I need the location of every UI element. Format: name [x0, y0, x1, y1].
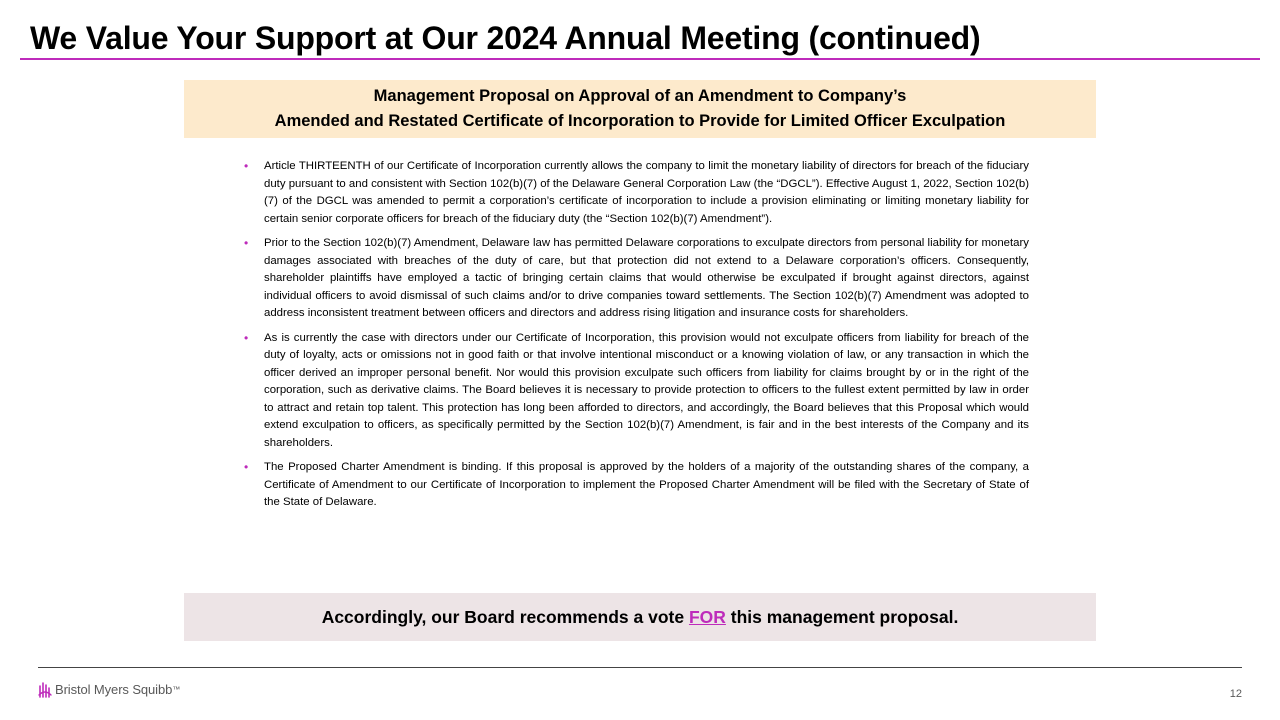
bullet-icon: • [244, 159, 249, 173]
bullet-icon: • [244, 460, 249, 474]
list-item [244, 158, 1029, 228]
proposal-header-line-2: Amended and Restated Certificate of Incorporation to Provide for Limited Officer Exculpation [274, 112, 1006, 130]
list-item [244, 330, 1029, 453]
bullet-list [244, 158, 1029, 519]
bullet-text: The Proposed Charter Amendment is binding. If this proposal is approved by the holders of a majority of the outstanding shares of the company, a Certificate of Amendment to our Certificate of Incorporation to implement the Proposed Charter Amendment will be filed with the Secretary of State of the State of Delaware. [264, 461, 1029, 508]
bullet-icon: • [244, 236, 249, 250]
trademark-symbol: ™ [172, 684, 181, 694]
company-logo [38, 679, 180, 699]
recommendation-box [184, 593, 1096, 641]
recommendation-text-after: this management proposal. [725, 607, 959, 627]
footer-divider [38, 667, 1242, 668]
proposal-header [184, 80, 1096, 138]
bullet-text: Article THIRTEENTH of our Certificate of Incorporation currently allows the company to limit the monetary liability of directors for breach of the fiduciary duty pursuant to and consistent with Section 102(b)(7) of the Delaware General Corporation Law (the “DGCL”). Effective August 1, 2022, Section 102(b)(7) of the DGCL was amended to permit a corporation’s certificate of incorporation to include a provision eliminating or limiting monetary liability for certain senior corporate officers for breach of the fiduciary duty (the “Section 102(b)(7) Amendment”). [264, 160, 1029, 225]
bullet-text: As is currently the case with directors under our Certificate of Incorporation, this provision would not exculpate officers from liability for breach of the duty of loyalty, acts or omissions not in good faith or that involve intentional misconduct or a knowing violation of law, or any transaction in which the officer derived an improper personal benefit. Nor would this provision exculpate such officers from liability for claims brought by or in the right of the corporation, such as derivative claims. The Board believes it is necessary to provide protection to officers to the fullest extent permitted by law in order to attract and retain top talent. This protection has long been afforded to directors, and accordingly, the Board believes that this Proposal which would extend exculpation to officers, as specifically permitted by the Section 102(b)(7) Amendment, is fair and in the best interests of the Company and its shareholders. [264, 331, 1029, 449]
list-item [244, 459, 1029, 512]
proposal-header-line-1: Management Proposal on Approval of an Amendment to Company’s [373, 87, 907, 105]
title-divider [20, 58, 1260, 60]
bms-logo-icon [38, 680, 52, 698]
logo-text: Bristol Myers Squibb [55, 681, 173, 697]
list-item [244, 235, 1029, 323]
recommendation-text-before: Accordingly, our Board recommends a vote [321, 607, 689, 627]
for-link[interactable]: FOR [688, 607, 726, 627]
bullet-icon: • [244, 330, 249, 345]
page-title: We Value Your Support at Our 2024 Annual Meeting (continued) [30, 20, 981, 56]
page-number: 12 [1229, 688, 1242, 700]
bullet-text: Prior to the Section 102(b)(7) Amendment, Delaware law has permitted Delaware corporations to exculpate directors from personal liability for monetary damages associated with breaches of the duty of care, but that protection did not extend to a Delaware corporation’s officers. Consequently, shareholder plaintiffs have employed a tactic of bringing certain claims that would otherwise be exculpated if brought against directors, against individual officers to avoid dismissal of such claims and/or to drive companies toward settlements. The Section 102(b)(7) Amendment was adopted to address inconsistent treatment between officers and directors and address rising litigation and insurance costs for shareholders. [264, 237, 1029, 319]
